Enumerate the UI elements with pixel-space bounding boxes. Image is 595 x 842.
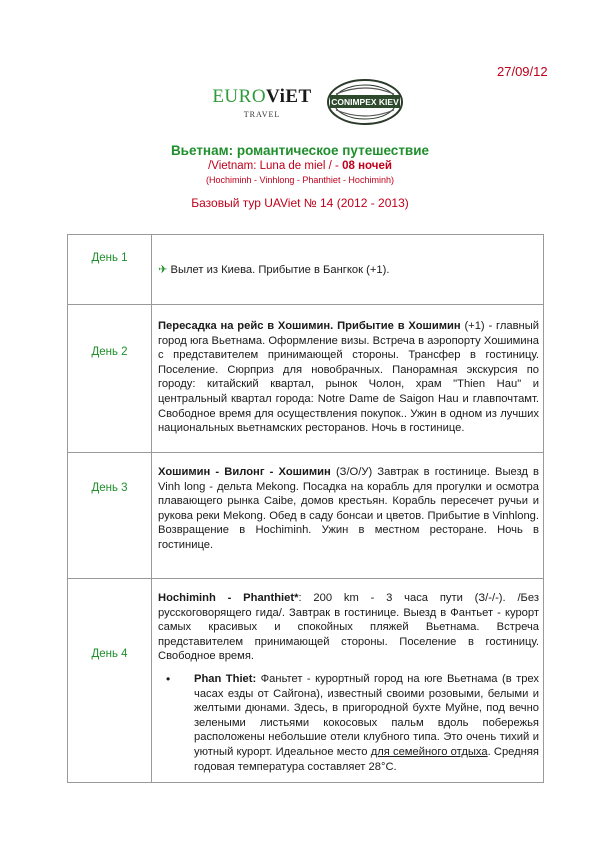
phan-thiet-title: Phan Thiet:	[194, 672, 257, 685]
day-row-3	[68, 453, 544, 579]
day-4-text: : 200 km - 3 часа пути (З/-/-). /Без русскоговорящего гида/. Завтрак в гостинице. Выезд в Фантьет - курорт самых красивых и спокойных пляжей Вьетнама. Встреча представителем принимающей стороны. Поселение в гостиницу. Свободное время.	[158, 592, 540, 663]
day-label-2: День 2	[68, 305, 152, 453]
day-3-text: (З/О/У) Завтрак в гостинице. Выезд в Vinh long - дельта Mekong. Посадка на корабль для прогулки и осмотра плавающего рынка Caibe, домов крестьян. Корабль пересечет ручьи и рукова реки Mekong. Обед в саду бонсаи и цветов. Прибытие в Vinhlong. Возвращение в Hochiminh. Ужин в местном ресторане. Ночь в гостинице.	[158, 466, 539, 551]
day-content-1	[152, 235, 544, 305]
day-2-text: (+1) - главный город юга Вьетнама. Оформление визы. Встреча в аэропорту Хошимина с представителем принимающей стороны. Трансфер в гостиницу. Поселение. Сюрприз для новобрачных. Панорамная экскурсия по городу: китайский квартал, рынок Чолон, храм "Thien Hau" и центральный квартал города: Notre Dame de Saigon Hau и главпочтамт. Свободное время для осуществления покупок.. Ужин в одном из лучших национальных вьетнамских ресторанов. Ночь в гостинице.	[158, 320, 539, 435]
day-1-text: Вылет из Киева. Прибытие в Бангкок (+1).	[170, 264, 390, 276]
day-content-3	[152, 453, 544, 579]
day-row-1	[68, 235, 544, 305]
phan-thiet-text: Phan Thiet: Фаньтет - курортный город на юге Вьетнама (в трех часах езды от Сайгона), известный своими розовыми, белыми и желтыми дюнами. Здесь, в пригородной бухте Муйне, под вечно зелеными листьями кокосовых пальм вдоль побережья расположены небольшие отели клубного типа. Это очень тихий и уютный курорт. Идеальное место для семейного отдыха. Средняя годовая температура составляет 28°C.	[194, 672, 539, 773]
logo-travel-sub: TRAVEL	[243, 110, 281, 119]
tour-nights: 08 ночей	[342, 160, 392, 172]
conimpex-logo	[326, 78, 404, 126]
document-date: 27/09/12	[497, 64, 548, 79]
day-label-4: День 4	[68, 579, 152, 783]
day-content-4	[152, 579, 544, 783]
day-content-2	[152, 305, 544, 453]
plane-icon: ✈	[158, 264, 168, 276]
itinerary-table	[67, 234, 544, 783]
euroviet-logo	[210, 86, 314, 119]
title-block	[120, 142, 480, 211]
family-rest-underlined: для семейного отдыха	[370, 745, 488, 758]
tour-subtitle-prefix: /Vietnam: Luna de miel / -	[208, 160, 343, 172]
day-row-4	[68, 579, 544, 783]
day-2-heading: Пересадка на рейс в Хошимин. Прибытие в Хошимин	[158, 320, 461, 332]
day-4-heading: Hochiminh - Phanthiet*	[158, 592, 299, 604]
tour-route: (Hochiminh - Vinhlong - Phanthiet - Hochiminh)	[206, 175, 394, 185]
tour-code: Базовый тур UAViet № 14 (2012 - 2013)	[191, 196, 409, 210]
day-label-1: День 1	[68, 235, 152, 305]
day-row-2	[68, 305, 544, 453]
tour-subtitle	[120, 159, 480, 174]
day-3-heading: Хошимин - Вилонг - Хошимин	[158, 466, 331, 478]
tour-title: Вьетнам: романтическое путешествие	[170, 143, 430, 158]
logo-viet-part: ViET	[266, 86, 312, 107]
logo-euro-part: EURO	[212, 86, 267, 107]
phan-thiet-bullet	[152, 668, 543, 778]
day-label-3: День 3	[68, 453, 152, 579]
conimpex-logo-text: CONIMPEX KIEV	[331, 97, 399, 107]
bullet-marker: •	[166, 671, 171, 686]
